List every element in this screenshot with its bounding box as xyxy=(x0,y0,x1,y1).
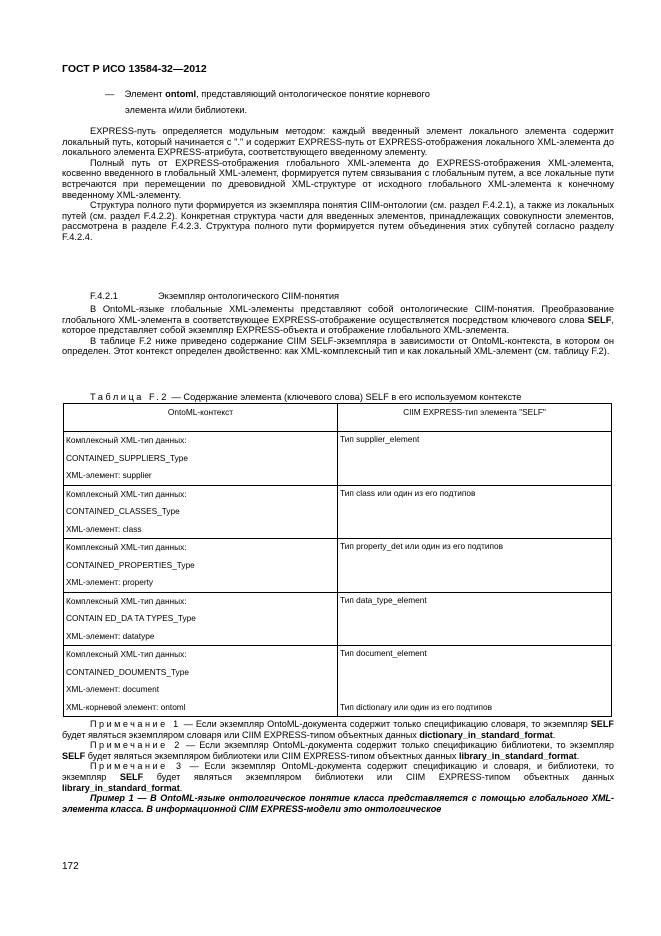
subsection-title: Экземпляр онтологического CIIM-понятия xyxy=(158,291,340,301)
dash-list-item: — Элемент ontoml, представляющий онтологическое понятие корневого элемента и/или библиотеки. xyxy=(105,89,605,115)
table-row xyxy=(64,432,612,486)
example-1: Пример 1 — В OntoML-языке онтологическое понятие класса представляется с помощью глобального XML-элемента класса. В информационной CIIM EXPRESS-модели это онтологическое xyxy=(62,793,614,814)
dash-item-line2: элемента и/или библиотеки. xyxy=(125,105,248,115)
self-context-table xyxy=(63,403,612,717)
body-text-block xyxy=(62,126,614,243)
subsection-text-block xyxy=(62,304,614,357)
paragraph-full-path: Полный путь от EXPRESS-отображения глобального XML-элемента до EXPRESS-отображения XML-элемента, косвенно введенного в глобальный XML-элемент, формируется путем связывания с глобальным путем, а все локальные пути встречаются при перемещении по древовидной XML-структуре от исходного глобального XML-элемента к конечному введенному XML-элементу. xyxy=(62,157,614,200)
express-type-cell: Тип document_element xyxy=(338,646,612,699)
express-type-cell: Тип supplier_element xyxy=(338,432,612,486)
subsection-number: F.4.2.1 xyxy=(90,291,118,301)
context-cell: Комплексный XML-тип данных: CONTAINED_PROPERTIES_Type XML-элемент: property xyxy=(64,539,338,593)
context-cell: Комплексный XML-тип данных: CONTAINED_DOUMENTS_Type XML-элемент: document xyxy=(64,646,338,699)
express-type-cell: Тип dictionary или один из его подтипов xyxy=(338,699,612,717)
paragraph-structure: Структура полного пути формируется из экземпляра понятия CIIM-онтологии (см. раздел F.4.2.1), а также из локальных путей (см. раздел F.4.2.2). Конкретная структура части для введенных элементов, принадлежащих совокупности элементов, рассмотрена в разделе F.4.2.3. Структура полного пути формируется путем объединения этих субпутей согласно разделу F.4.2.4. xyxy=(62,200,614,242)
paragraph-self: В OntoML-языке глобальные XML-элементы представляют собой онтологические CIIM-понятия. Преобразование глобального XML-элемента в соответствующее EXPRESS-отображение осуществляется посредством ключевого слова SELF, которое представляет собой экземпляр EXPRESS-объекта и отображение глобального XML-элемента. xyxy=(62,304,614,336)
note-3: Примечание 3 — Если экземпляр OntoML-документа содержит спецификацию и словаря, и библиотеки, то экземпляр SELF будет являться экземпляром библиотеки или CIIM EXPRESS-типом объектных данных library_in_standard_format. xyxy=(62,761,614,793)
table-caption: Таблица F.2 — Содержание элемента (ключевого слова) SELF в его используемом контексте xyxy=(90,392,522,402)
page-number: 172 xyxy=(62,861,79,872)
notes-block xyxy=(62,719,614,814)
table-row xyxy=(64,699,612,717)
table-header-context: OntoML-контекст xyxy=(64,404,338,432)
context-cell: Комплексный XML-тип данных: CONTAINED_CLASSES_Type XML-элемент: class xyxy=(64,485,338,539)
express-type-cell: Тип class или один из его подтипов xyxy=(338,485,612,539)
note-2: Примечание 2 — Если экземпляр OntoML-документа содержит только спецификацию библиотеки, то экземпляр SELF будет являться экземпляром библиотеки или CIIM EXPRESS-типом объектных данных library_in_standard_format. xyxy=(62,740,614,761)
table-row xyxy=(64,646,612,699)
table-row xyxy=(64,539,612,593)
subsection-heading xyxy=(90,291,339,301)
dash-mark: — xyxy=(105,89,115,99)
context-cell: Комплексный XML-тип данных: CONTAIN ED_DA TA TYPES_Type XML-элемент: datatype xyxy=(64,592,338,646)
context-cell: XML-корневой элемент: ontoml xyxy=(64,699,338,717)
standard-header: ГОСТ Р ИСО 13584-32—2012 xyxy=(62,63,207,75)
context-cell: Комплексный XML-тип данных: CONTAINED_SUPPLIERS_Type XML-элемент: supplier xyxy=(64,432,338,486)
paragraph-express-path: EXPRESS-путь определяется модульным методом: каждый введенный элемент локального элемента содержит локальный путь, который начинается с "." и содержит EXPRESS-путь от EXPRESS-отображения локального XML-элемента до локального элемента EXPRESS-атрибута, соответствующего введенному элементу. xyxy=(62,126,614,158)
paragraph-table-intro: В таблице F.2 ниже приведено содержание CIIM SELF-экземпляра в зависимости от OntoML-контекста, в котором он определен. Этот контекст определен двойственно: как XML-комплексный тип и как локальный XML-элемент (см. таблицу F.2). xyxy=(62,335,614,357)
table-row xyxy=(64,485,612,539)
ontoml-term: ontoml xyxy=(165,89,197,99)
express-type-cell: Тип data_type_element xyxy=(338,592,612,646)
express-type-cell: Тип property_det или один из его подтипов xyxy=(338,539,612,593)
table-row xyxy=(64,592,612,646)
table-header-express-type: CIIM EXPRESS-тип элемента "SELF" xyxy=(338,404,612,432)
note-1: Примечание 1 — Если экземпляр OntoML-документа содержит только спецификацию словаря, то экземпляр SELF будет являться экземпляром словаря или CIIM EXPRESS-типом объектных данных dictionary_in_standard_format. xyxy=(62,719,614,740)
